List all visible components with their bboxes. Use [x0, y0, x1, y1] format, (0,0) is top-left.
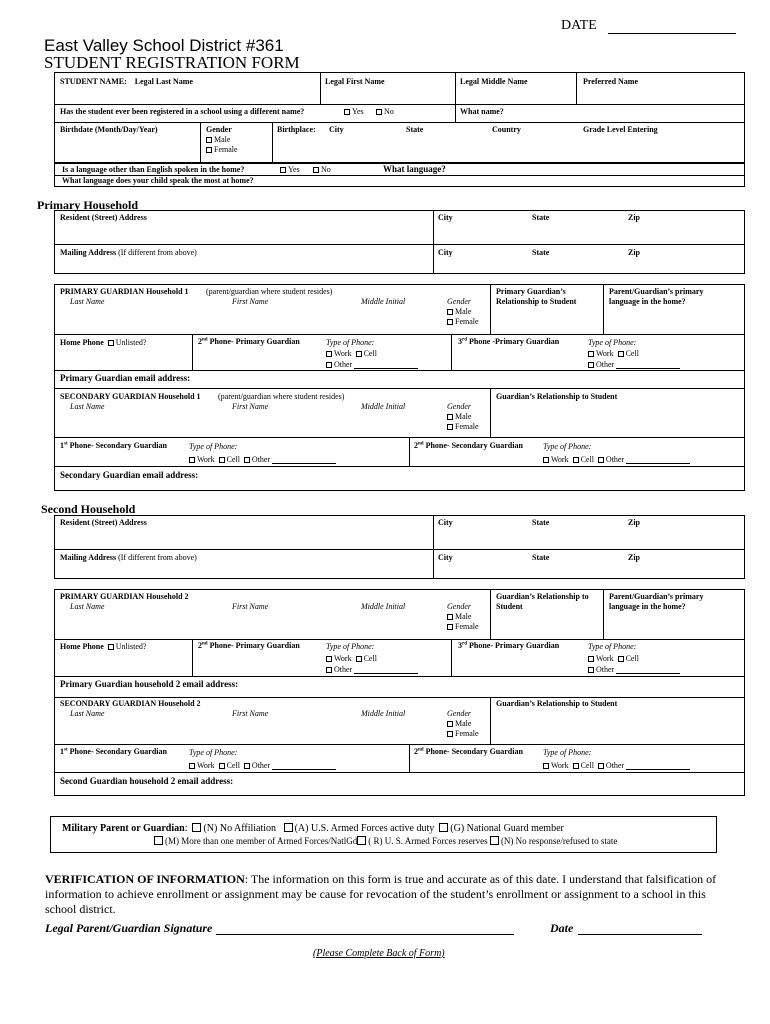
preferred-name-label: Preferred Name	[583, 77, 639, 86]
pg2-language-label-2: language in the home?	[609, 602, 686, 611]
sg2-phone2-label: 2nd Phone- Secondary Guardian	[414, 747, 523, 756]
pg1-female-option[interactable]: Female	[447, 318, 479, 326]
checkbox-icon[interactable]	[573, 763, 579, 769]
diff-name-no-option[interactable]: No	[376, 108, 394, 116]
checkbox-icon[interactable]	[598, 457, 604, 463]
pg1-phone3-label: 3rd Phone -Primary Guardian	[458, 337, 560, 346]
checkbox-icon[interactable]	[356, 656, 362, 662]
pg2-phone2-other[interactable]: Other	[326, 665, 418, 674]
district-name: East Valley School District #361	[44, 36, 284, 55]
sg1-relationship-label: Guardian’s Relationship to Student	[496, 392, 618, 401]
sg1-female-option[interactable]: Female	[447, 423, 479, 431]
verification-line-2: information to achieve enrollment or assignment may be cause for revocation of the student’s enrollment or assignment to a school in this	[45, 887, 706, 901]
grade-level-label: Grade Level Entering	[583, 125, 658, 134]
pg1-language-label-2: language in the home?	[609, 297, 686, 306]
primary-household-title: Primary Household	[37, 198, 138, 212]
sg2-phone2-type-label: Type of Phone:	[543, 748, 592, 757]
what-language-label: What language?	[383, 164, 446, 174]
sg1-note: (parent/guardian where student resides)	[218, 392, 345, 401]
checkbox-icon[interactable]	[284, 823, 293, 832]
sg1-title: SECONDARY GUARDIAN Household 1	[60, 392, 201, 401]
verification-line-3: school district.	[45, 902, 116, 916]
sg1-gender-label: Gender	[447, 402, 471, 411]
sg2-female-option[interactable]: Female	[447, 730, 479, 738]
checkbox-icon[interactable]	[108, 644, 114, 650]
sg2-middle-initial-label: Middle Initial	[361, 709, 406, 718]
birth-state-label: State	[406, 125, 424, 134]
checkbox-icon[interactable]	[618, 656, 624, 662]
gender-female-option[interactable]: Female	[206, 146, 238, 154]
checkbox-icon[interactable]	[326, 351, 332, 357]
military-opt-r[interactable]: ( R) U. S. Armed Forces reserves	[357, 836, 487, 846]
birthplace-label: Birthplace:	[277, 125, 316, 134]
checkbox-icon[interactable]	[192, 823, 201, 832]
checkbox-icon[interactable]	[244, 457, 250, 463]
checkbox-icon[interactable]	[108, 340, 114, 346]
mailing-state-label: State	[532, 248, 550, 257]
military-opt-a[interactable]: (A) U.S. Armed Forces active duty	[284, 823, 435, 834]
signature-date-label: Date	[550, 921, 574, 935]
gender-male-option[interactable]: Male	[206, 136, 230, 144]
h2-mailing-zip-label: Zip	[628, 553, 641, 562]
sg2-email-label: Second Guardian household 2 email address:	[60, 776, 234, 786]
pg1-phone2-type-label: Type of Phone:	[326, 338, 375, 347]
checkbox-icon[interactable]	[447, 731, 453, 737]
pg2-last-name-label: Last Name	[70, 602, 105, 611]
military-opt-nr[interactable]: (N) No response/refused to state	[490, 836, 617, 846]
diff-name-yes-option[interactable]: Yes	[344, 108, 364, 116]
checkbox-icon[interactable]	[447, 319, 453, 325]
checkbox-icon[interactable]	[543, 457, 549, 463]
checkbox-icon[interactable]	[447, 721, 453, 727]
signature-date-line[interactable]	[578, 934, 702, 935]
pg1-phone3-work-cell[interactable]: Work Cell	[588, 350, 639, 358]
checkbox-icon[interactable]	[439, 823, 448, 832]
pg1-phone3-type-label: Type of Phone:	[588, 338, 637, 347]
pg1-email-label: Primary Guardian email address:	[60, 373, 191, 383]
checkbox-icon[interactable]	[598, 763, 604, 769]
student-name-label: STUDENT NAME: Legal Last Name	[60, 77, 193, 86]
pg2-phone2-label: 2nd Phone- Primary Guardian	[198, 641, 300, 650]
checkbox-icon[interactable]	[447, 414, 453, 420]
address-state-label: State	[532, 213, 550, 222]
pg2-phone3-other[interactable]: Other	[588, 665, 680, 674]
signature-line[interactable]	[216, 934, 514, 935]
pg2-first-name-label: First Name	[232, 602, 269, 611]
pg2-phone2-work-cell[interactable]: Work Cell	[326, 655, 377, 663]
address-zip-label: Zip	[628, 213, 641, 222]
pg2-home-phone: Home Phone Unlisted?	[60, 642, 147, 651]
sg2-title: SECONDARY GUARDIAN Household 2	[60, 699, 201, 708]
military-opt-g[interactable]: (G) National Guard member	[439, 823, 564, 834]
checkbox-icon[interactable]	[588, 656, 594, 662]
h2-state-label: State	[532, 518, 550, 527]
pg2-title: PRIMARY GUARDIAN Household 2	[60, 592, 189, 601]
mailing-city-label: City	[438, 248, 453, 257]
language-question: Is a language other than English spoken in the home?	[62, 165, 245, 174]
sg1-first-name-label: First Name	[232, 402, 269, 411]
pg2-gender-label: Gender	[447, 602, 471, 611]
sg1-phone1-label: 1st Phone- Secondary Guardian	[60, 441, 167, 450]
pg1-gender-label: Gender	[447, 297, 471, 306]
sg2-gender-label: Gender	[447, 709, 471, 718]
checkbox-icon[interactable]	[189, 457, 195, 463]
h2-mailing-state-label: State	[532, 553, 550, 562]
gender-label: Gender	[206, 125, 232, 134]
checkbox-icon[interactable]	[588, 351, 594, 357]
language-no-option[interactable]: No	[313, 166, 331, 174]
language-yes-option[interactable]: Yes	[280, 166, 300, 174]
pg1-phone2-other[interactable]: Other	[326, 360, 418, 369]
resident-address-label: Resident (Street) Address	[60, 213, 147, 222]
checkbox-icon[interactable]	[280, 167, 286, 173]
checkbox-icon[interactable]	[189, 763, 195, 769]
military-row-2	[154, 836, 617, 846]
pg2-email-label: Primary Guardian household 2 email address:	[60, 679, 239, 689]
pg2-middle-initial-label: Middle Initial	[361, 602, 406, 611]
what-name-label: What name?	[460, 107, 504, 116]
h2-resident-address-label: Resident (Street) Address	[60, 518, 147, 527]
language-most-question: What language does your child speak the most at home?	[62, 176, 254, 185]
checkbox-icon[interactable]	[154, 836, 163, 845]
sg1-phone2-label: 2nd Phone- Secondary Guardian	[414, 441, 523, 450]
sg2-phone1-types[interactable]: Work Cell Other	[189, 761, 336, 770]
sg2-male-option[interactable]: Male	[447, 720, 471, 728]
sg1-phone2-type-label: Type of Phone:	[543, 442, 592, 451]
second-address-box	[54, 515, 745, 579]
checkbox-icon[interactable]	[357, 836, 366, 845]
h2-city-label: City	[438, 518, 453, 527]
sg2-phone1-label: 1st Phone- Secondary Guardian	[60, 747, 167, 756]
sg2-phone2-types[interactable]: Work Cell Other	[543, 761, 690, 770]
pg2-phone3-type-label: Type of Phone:	[588, 642, 637, 651]
mailing-zip-label: Zip	[628, 248, 641, 257]
pg2-relationship-label-2: Student	[496, 602, 523, 611]
sg2-relationship-label: Guardian’s Relationship to Student	[496, 699, 618, 708]
pg2-phone2-type-label: Type of Phone:	[326, 642, 375, 651]
checkbox-icon[interactable]	[206, 147, 212, 153]
checkbox-icon[interactable]	[573, 457, 579, 463]
pg1-male-option[interactable]: Male	[447, 308, 471, 316]
checkbox-icon[interactable]	[244, 763, 250, 769]
pg2-relationship-label-1: Guardian’s Relationship to	[496, 592, 589, 601]
pg1-home-phone: Home Phone Unlisted?	[60, 338, 147, 347]
sg2-first-name-label: First Name	[232, 709, 269, 718]
pg2-phone3-label: 3rd Phone- Primary Guardian	[458, 641, 560, 650]
signature-label: Legal Parent/Guardian Signature	[45, 921, 213, 935]
pg1-last-name-label: Last Name	[70, 297, 105, 306]
military-row-1: Military Parent or Guardian: (N) No Affiliation (A) U.S. Armed Forces active duty (G) National Guard member	[62, 823, 564, 834]
sg2-last-name-label: Last Name	[70, 709, 105, 718]
military-label: Military Parent or Guardian	[62, 823, 185, 834]
checkbox-icon[interactable]	[447, 624, 453, 630]
pg1-relationship-label-1: Primary Guardian’s	[496, 287, 566, 296]
form-title: STUDENT REGISTRATION FORM	[44, 53, 300, 72]
pg1-phone2-work-cell[interactable]: Work Cell	[326, 350, 377, 358]
sg1-phone2-types[interactable]: Work Cell Other	[543, 455, 690, 464]
sg1-phone1-types[interactable]: Work Cell Other	[189, 455, 336, 464]
primary-address-box	[54, 210, 745, 274]
checkbox-icon[interactable]	[356, 351, 362, 357]
checkbox-icon[interactable]	[206, 137, 212, 143]
sg1-email-label: Secondary Guardian email address:	[60, 470, 199, 480]
checkbox-icon[interactable]	[326, 667, 332, 673]
checkbox-icon[interactable]	[219, 457, 225, 463]
pg2-female-option[interactable]: Female	[447, 623, 479, 631]
legal-first-name-label: Legal First Name	[325, 77, 385, 86]
pg2-language-label-1: Parent/Guardian’s primary	[609, 592, 704, 601]
checkbox-icon[interactable]	[219, 763, 225, 769]
pg1-note: (parent/guardian where student resides)	[206, 287, 333, 296]
pg1-middle-initial-label: Middle Initial	[361, 297, 406, 306]
different-name-question: Has the student ever been registered in a school using a different name?	[60, 107, 305, 116]
military-opt-n[interactable]: (N) No Affiliation	[192, 823, 276, 834]
h2-zip-label: Zip	[628, 518, 641, 527]
pg1-first-name-label: First Name	[232, 297, 269, 306]
date-label: DATE	[561, 18, 597, 33]
birth-country-label: Country	[492, 125, 521, 134]
pg1-title: PRIMARY GUARDIAN Household 1	[60, 287, 189, 296]
military-opt-m[interactable]: (M) More than one member of Armed Forces/NatlGd	[154, 836, 357, 846]
date-input-line[interactable]	[608, 33, 736, 34]
checkbox-icon[interactable]	[326, 656, 332, 662]
verification-line-1: VERIFICATION OF INFORMATION: The information on this form is true and accurate as of this date. I understand that falsification of	[45, 872, 717, 886]
checkbox-icon[interactable]	[490, 836, 499, 845]
h2-mailing-address-label: Mailing Address (If different from above)	[60, 553, 197, 562]
birth-city-label: City	[329, 125, 344, 134]
sg1-male-option[interactable]: Male	[447, 413, 471, 421]
sg2-phone1-type-label: Type of Phone:	[189, 748, 238, 757]
mailing-address-label: Mailing Address (If different from above)	[60, 248, 197, 257]
legal-middle-name-label: Legal Middle Name	[460, 77, 528, 86]
pg1-language-label-1: Parent/Guardian’s primary	[609, 287, 704, 296]
checkbox-icon[interactable]	[376, 109, 382, 115]
checkbox-icon[interactable]	[588, 362, 594, 368]
pg2-phone3-work-cell[interactable]: Work Cell	[588, 655, 639, 663]
checkbox-icon[interactable]	[618, 351, 624, 357]
sg1-last-name-label: Last Name	[70, 402, 105, 411]
birthdate-label: Birthdate (Month/Day/Year)	[60, 125, 158, 134]
checkbox-icon[interactable]	[344, 109, 350, 115]
pg2-male-option[interactable]: Male	[447, 613, 471, 621]
sg1-phone1-type-label: Type of Phone:	[189, 442, 238, 451]
checkbox-icon[interactable]	[447, 309, 453, 315]
checkbox-icon[interactable]	[447, 424, 453, 430]
address-city-label: City	[438, 213, 453, 222]
second-household-title: Second Household	[41, 502, 136, 516]
checkbox-icon[interactable]	[447, 614, 453, 620]
military-box	[50, 816, 717, 853]
checkbox-icon[interactable]	[588, 667, 594, 673]
checkbox-icon[interactable]	[326, 362, 332, 368]
checkbox-icon[interactable]	[543, 763, 549, 769]
checkbox-icon[interactable]	[313, 167, 319, 173]
footer-note: (Please Complete Back of Form)	[313, 948, 445, 959]
pg1-relationship-label-2: Relationship to Student	[496, 297, 577, 306]
h2-mailing-city-label: City	[438, 553, 453, 562]
pg1-phone2-label: 2nd Phone- Primary Guardian	[198, 337, 300, 346]
sg1-middle-initial-label: Middle Initial	[361, 402, 406, 411]
pg1-phone3-other[interactable]: Other	[588, 360, 680, 369]
